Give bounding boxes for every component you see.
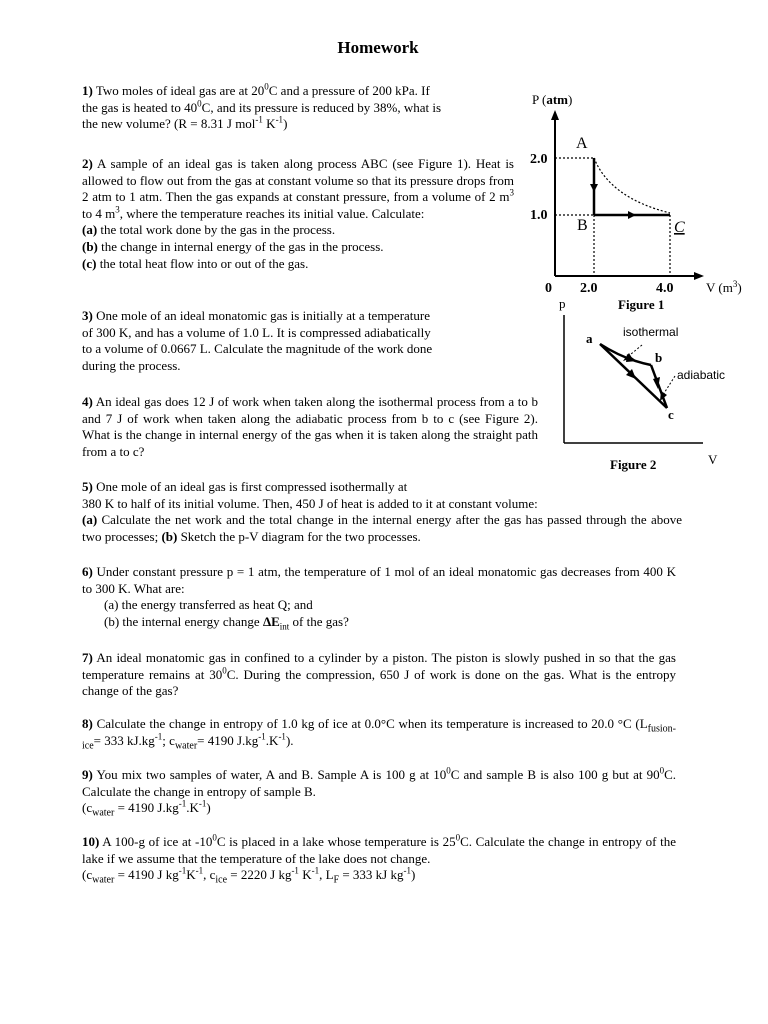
question-text: = 333 kJ.kg — [93, 732, 155, 748]
superscript: 0 — [446, 765, 451, 776]
question-10 — [82, 834, 676, 884]
subscript: int — [279, 621, 290, 632]
page-title: Homework — [337, 38, 419, 57]
superscript: 3 — [115, 204, 120, 215]
question-number: 4) — [82, 394, 93, 409]
fig1-arrow-bc — [628, 211, 636, 219]
part-label: (b) — [161, 528, 178, 544]
part-text: (b) the internal energy change — [104, 613, 263, 629]
subscript: F — [333, 874, 340, 886]
question-text: , L — [319, 867, 334, 883]
subscript: fusion-ice — [82, 723, 676, 752]
fig2-point-b: b — [655, 350, 663, 365]
fig1-x-axis-label: V $(m^3)$ — [706, 279, 742, 295]
subscript: water — [174, 740, 198, 752]
question-number: 1) — [82, 83, 93, 98]
question-text: You mix two samples of water, A and B. Sample A is 100 g at 10 — [96, 767, 447, 782]
question-text: .K — [265, 732, 279, 748]
question-5 — [82, 479, 682, 545]
figure-1 — [520, 88, 760, 316]
question-text: of 300 K, and has a volume of 1.0 L. It is compressed adiabatically — [82, 324, 431, 340]
question-text: = 2220 J kg — [227, 867, 292, 883]
question-text: ) — [410, 867, 416, 883]
part-text: the total heat flow into or out of the gas. — [96, 255, 309, 271]
fig2-label-isothermal: isothermal — [623, 325, 679, 339]
part-text: of the gas? — [289, 613, 349, 629]
question-text: (c — [82, 800, 93, 816]
question-number: 10) — [82, 834, 100, 849]
part-label: (b) — [82, 238, 98, 254]
question-text: An ideal gas does 12 J of work when taken along the isothermal process from a to b and 7 J of work when taken along the adiabatic process from b to c (see Figure 2). What is the change in internal energy of the gas when it is taken along the straight path from a to c? — [82, 394, 538, 459]
question-2 — [82, 156, 514, 272]
part-text: the change in internal energy of the gas in the process. — [97, 238, 384, 254]
subscript: ice — [215, 874, 228, 886]
question-number: 7) — [82, 650, 93, 665]
superscript: -1 — [403, 865, 411, 876]
question-text: C and a pressure of 200 kPa. If — [268, 83, 430, 98]
fig1-y-axis-arrow — [551, 110, 559, 120]
part-text: (a) the energy transferred as heat Q; and — [104, 597, 313, 613]
question-text: A sample of an ideal gas is taken along process ABC (see Figure 1). Heat is allowed to flow out from the gas at constant volume so that its pressure drops from 2 atm to 1 atm. Then the gas expands at constant pressure, from a volume of 2 m — [82, 156, 514, 205]
superscript: 0 — [455, 832, 461, 843]
part-label: (a) — [82, 512, 98, 528]
question-number: 6) — [82, 564, 93, 579]
fig1-caption: Figure 1 — [618, 297, 665, 312]
question-text: to a volume of 0.0667 L. Calculate the magnitude of the work done — [82, 341, 433, 357]
superscript: -1 — [311, 865, 320, 876]
question-text: 380 K to half of its initial volume. Then, 450 J of heat is added to it at constant volume: — [82, 495, 538, 511]
superscript: 0 — [264, 81, 269, 92]
part-text: Calculate the net work and the total change in the internal energy after the gas has passed through the above two processes; — [82, 512, 682, 544]
question-4 — [82, 394, 538, 460]
superscript: -1 — [278, 731, 286, 742]
question-text: Under constant pressure p = 1 atm, the temperature of 1 mol of an ideal monatomic gas decreases from 400 K to 300 K. What are: — [82, 564, 676, 596]
question-9 — [82, 767, 676, 817]
figure-2 — [553, 297, 753, 475]
question-text: Calculate the change in entropy of 1.0 kg of ice at 0.0°C when its temperature is increased to 20.0 °C (L — [96, 716, 648, 731]
superscript: 0 — [197, 98, 202, 109]
question-text: C and sample B is also 100 g but at 90 — [450, 767, 660, 782]
fig1-tick-y-2: 2.0 — [530, 152, 548, 167]
question-number: 8) — [82, 716, 93, 731]
fig1-tick-x-4: 4.0 — [656, 281, 674, 296]
fig1-tick-x-0: 0 — [545, 281, 552, 296]
question-number: 5) — [82, 479, 93, 494]
fig2-isothermal-path — [600, 344, 651, 365]
fig1-y-axis-label: P (atm) — [532, 92, 573, 107]
superscript: -1 — [198, 798, 207, 809]
superscript: -1 — [291, 865, 299, 876]
question-8 — [82, 716, 676, 752]
question-text: C. During the compression, 650 J of work is done on the gas. What is the entropy change of the gas? — [82, 666, 677, 699]
question-text: K — [262, 116, 276, 132]
question-text: A 100-g of ice at -10 — [102, 834, 213, 849]
question-3 — [82, 308, 542, 374]
superscript: 0 — [222, 665, 227, 676]
part-label: (a) — [82, 222, 98, 238]
question-text: ). — [285, 732, 294, 748]
superscript: -1 — [275, 114, 284, 125]
part-text: the total work done by the gas in the process. — [97, 222, 336, 238]
question-text: One mole of an ideal monatomic gas is initially at a temperature — [96, 308, 431, 323]
question-text: C. Calculate the change in entropy of sample B. — [82, 767, 677, 799]
question-text: = 4190 J.kg — [114, 800, 179, 816]
question-text: .K — [186, 800, 199, 816]
question-text: , c — [203, 867, 216, 883]
fig1-point-a: A — [576, 135, 588, 152]
fig1-arrow-ab — [590, 184, 598, 192]
superscript: -1 — [255, 114, 263, 125]
question-number: 9) — [82, 767, 93, 782]
question-text: ) — [283, 116, 288, 132]
part-text: Sketch the p-V diagram for the two processes. — [177, 528, 421, 544]
delta-symbol: ΔE — [262, 613, 280, 629]
superscript: -1 — [195, 865, 204, 876]
question-text: C. Calculate the change in entropy of the lake if we assume that the temperature of the lake does not change. — [82, 834, 676, 866]
question-text: the gas is heated to 40 — [82, 99, 198, 115]
question-text: C is placed in a lake whose temperature is 25 — [216, 834, 456, 849]
superscript: -1 — [178, 798, 187, 809]
superscript: 0 — [659, 765, 665, 776]
fig1-tick-x-2: 2.0 — [580, 281, 598, 296]
question-7 — [82, 650, 676, 700]
question-number: 2) — [82, 156, 93, 171]
question-text: An ideal monatomic gas in confined to a cylinder by a piston. The piston is slowly pushed in so that the gas temperature remains at 30 — [82, 650, 676, 682]
fig2-point-a: a — [586, 331, 593, 346]
fig2-x-axis-label: V — [708, 452, 718, 467]
question-text: C, and its pressure is reduced by 38%, what is — [201, 99, 442, 115]
superscript: -1 — [178, 865, 187, 876]
superscript: 0 — [212, 832, 217, 843]
part-label: (c) — [82, 255, 97, 271]
question-6 — [82, 564, 676, 630]
question-text: the new volume? (R = 8.31 J mol — [82, 116, 256, 132]
fig1-point-b: B — [577, 217, 588, 234]
question-text: = 4190 J.kg — [197, 732, 259, 748]
question-text: ; c — [162, 732, 175, 748]
question-text: K — [298, 867, 312, 883]
fig1-x-axis-arrow — [694, 272, 704, 280]
fig2-y-axis-label: p — [559, 297, 566, 311]
fig2-point-c: c — [668, 407, 674, 422]
fig1-tick-y-1: 1.0 — [530, 208, 548, 223]
question-text: One mole of an ideal gas is first compressed isothermally at — [96, 479, 408, 494]
fig1-point-c: C — [674, 219, 685, 236]
question-text: (c — [82, 867, 93, 883]
question-text: to 4 m — [82, 205, 116, 221]
superscript: -1 — [154, 731, 163, 742]
question-text: Two moles of ideal gas are at 20 — [95, 83, 265, 98]
subscript: water — [92, 874, 115, 886]
question-text: , where the temperature reaches its initial value. Calculate: — [119, 205, 425, 221]
question-text: during the process. — [82, 357, 181, 373]
question-1 — [82, 83, 514, 133]
question-number: 3) — [82, 308, 93, 323]
superscript: -1 — [258, 731, 266, 742]
subscript: water — [92, 807, 115, 819]
superscript: 3 — [509, 187, 514, 198]
question-text: = 333 kJ kg — [339, 867, 404, 883]
fig2-caption: Figure 2 — [610, 457, 657, 472]
question-text: K — [186, 867, 196, 883]
question-text: ) — [206, 800, 211, 816]
fig1-isotherm-curve — [594, 158, 670, 213]
question-text: = 4190 J kg — [114, 867, 179, 883]
fig2-label-adiabatic: adiabatic — [677, 368, 726, 382]
